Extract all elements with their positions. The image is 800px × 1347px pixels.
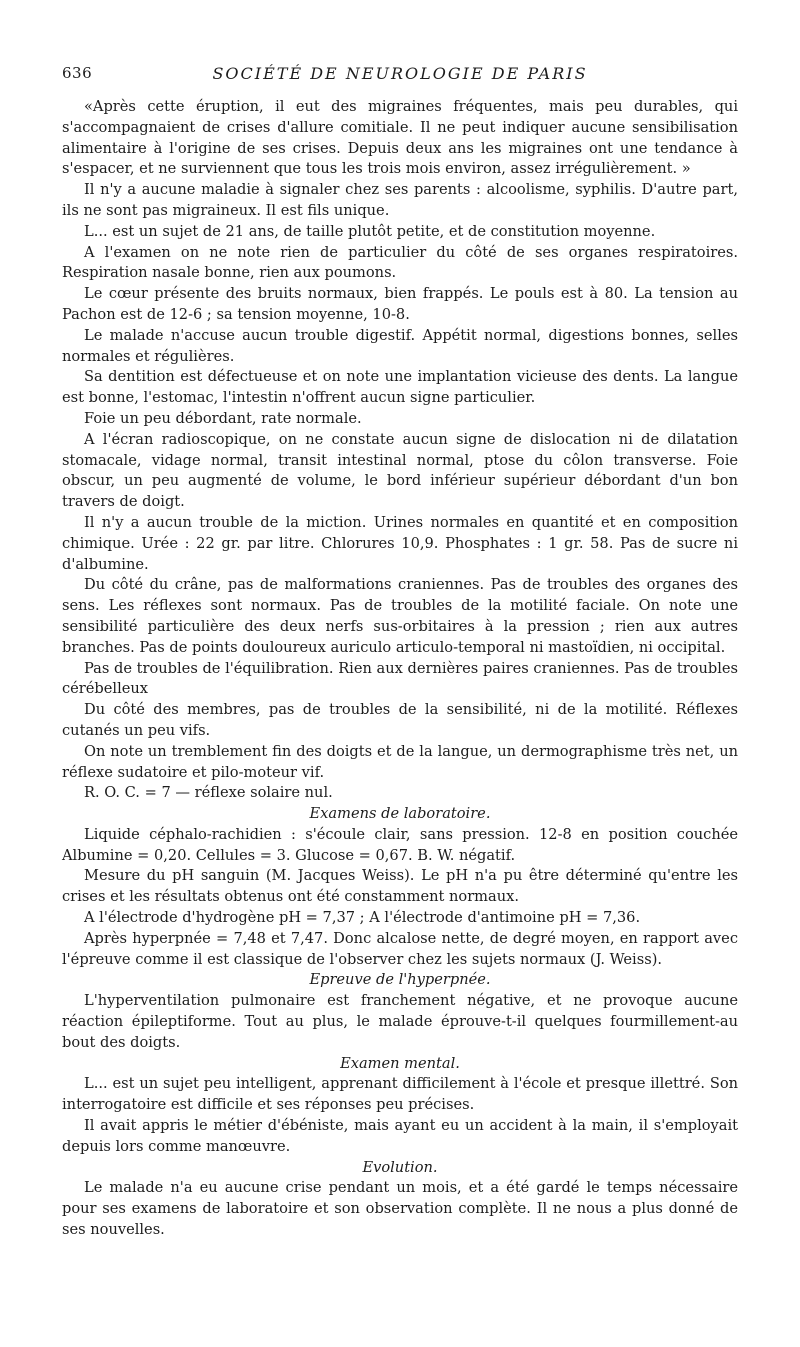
paragraph: Après hyperpnée = 7,48 et 7,47. Donc alcalose nette, de degré moyen, en rapport avec l'épreuve comme il est classique de l'observer chez les sujets normaux (J. Weiss). xyxy=(62,929,738,968)
paragraph: A l'examen on ne note rien de particulier du côté de ses organes respiratoires. Respiration nasale bonne, rien aux poumons. xyxy=(62,243,738,282)
paragraph: Il n'y a aucune maladie à signaler chez ses parents : alcoolisme, syphilis. D'autre part, ils ne sont pas migraineux. Il est fils unique. xyxy=(62,181,738,219)
page-header xyxy=(62,64,738,88)
paragraph: Sa dentition est défectueuse et on note une implantation vicieuse des dents. La langue est bonne, l'estomac, l'intestin n'offrent aucun signe particulier. xyxy=(62,368,738,407)
paragraph: L'hyperventilation pulmonaire est franchement négative, et ne provoque aucune réaction épileptiforme. Tout au plus, le malade éprouve-t-il quelques fourmillement-au bout des doigts. xyxy=(62,992,738,1051)
paragraph: Le malade n'a eu aucune crise pendant un mois, et a été gardé le temps nécessaire pour ses examens de laboratoire et son observation complète. Il ne nous a plus donné de ses nouvelles. xyxy=(62,1179,738,1239)
paragraph: Il avait appris le métier d'ébéniste, mais ayant eu un accident à la main, il s'employait depuis lors comme manœuvre. xyxy=(62,1117,738,1155)
document-body xyxy=(62,97,738,1241)
paragraph: Mesure du pH sanguin (M. Jacques Weiss). Le pH n'a pu être déterminé qu'entre les crises et les résultats obtenus ont été constamment normaux. xyxy=(62,867,738,906)
running-title: SOCIÉTÉ DE NEUROLOGIE DE PARIS xyxy=(212,64,588,83)
paragraph: Liquide céphalo-rachidien : s'écoule clair, sans pression. 12-8 en position couchée Albumine = 0,20. Cellules = 3. Glucose = 0,67. B. W. négatif. xyxy=(62,825,738,864)
paragraph: Pas de troubles de l'équilibration. Rien aux dernières paires craniennes. Pas de troubles cérébelleux xyxy=(62,659,738,698)
paragraph: Du côté du crâne, pas de malformations craniennes. Pas de troubles des organes des sens. Les réflexes sont normaux. Pas de troubles de la motilité faciale. On note une sensibilité particulière des deux nerfs sus-orbitaires à la pression ; rien aux autres branches. Pas de points douloureux auriculo articulo-temporal ni mastoïdien, ni occipital. xyxy=(62,576,738,656)
paragraph: A l'électrode d'hydrogène pH = 7,37 ; A l'électrode d'antimoine pH = 7,36. xyxy=(84,909,641,927)
paragraph: «Après cette éruption, il eut des migraines fréquentes, mais peu durables, qui s'accompagnaient de crises d'allure comitiale. Il ne peut indiquer aucune sensibilisation alimentaire à l'origine de ses crises. Depuis deux ans les migraines ont une tendance à s'espacer, et ne surviennent que tous les trois mois environ, assez irrégulièrement. » xyxy=(62,98,738,178)
paragraph: On note un tremblement fin des doigts et de la langue, un dermographisme très net, un réflexe sudatoire et pilo-moteur vif. xyxy=(62,742,738,781)
section-heading-hyperpnee: Epreuve de l'hyperpnée. xyxy=(309,971,491,989)
paragraph: Il n'y a aucun trouble de la miction. Urines normales en quantité et en composition chimique. Urée : 22 gr. par litre. Chlorures 10,9. Phosphates : 1 gr. 58. Pas de sucre ni d'albumine. xyxy=(62,513,738,573)
paragraph: L... est un sujet de 21 ans, de taille plutôt petite, et de constitution moyenne. xyxy=(84,222,656,240)
paragraph: Du côté des membres, pas de troubles de la sensibilité, ni de la motilité. Réflexes cutanés un peu vifs. xyxy=(62,701,738,739)
section-heading-evolution: Evolution. xyxy=(362,1158,438,1176)
paragraph: Foie un peu débordant, rate normale. xyxy=(84,409,362,427)
section-heading-laboratoire: Examens de laboratoire. xyxy=(309,805,491,823)
page-number: 636 xyxy=(62,64,93,82)
paragraph: Le malade n'accuse aucun trouble digestif. Appétit normal, digestions bonnes, selles normales et régulières. xyxy=(62,326,738,365)
paragraph: Le cœur présente des bruits normaux, bien frappés. Le pouls est à 80. La tension au Pachon est de 12-6 ; sa tension moyenne, 10-8. xyxy=(62,285,738,323)
paragraph: A l'écran radioscopique, on ne constate aucun signe de dislocation ni de dilatation stomacale, vidage normal, transit intestinal normal, ptose du côlon transverse. Foie obscur, un peu augmenté de volume, le bord inférieur supérieur débordant d'un bon travers de doigt. xyxy=(62,430,738,511)
section-heading-mental: Examen mental. xyxy=(340,1054,460,1072)
paragraph: R. O. C. = 7 — réflexe solaire nul. xyxy=(84,784,333,802)
paragraph: L... est un sujet peu intelligent, apprenant difficilement à l'école et presque illettré. Son interrogatoire est difficile et ses réponses peu précises. xyxy=(62,1075,738,1114)
